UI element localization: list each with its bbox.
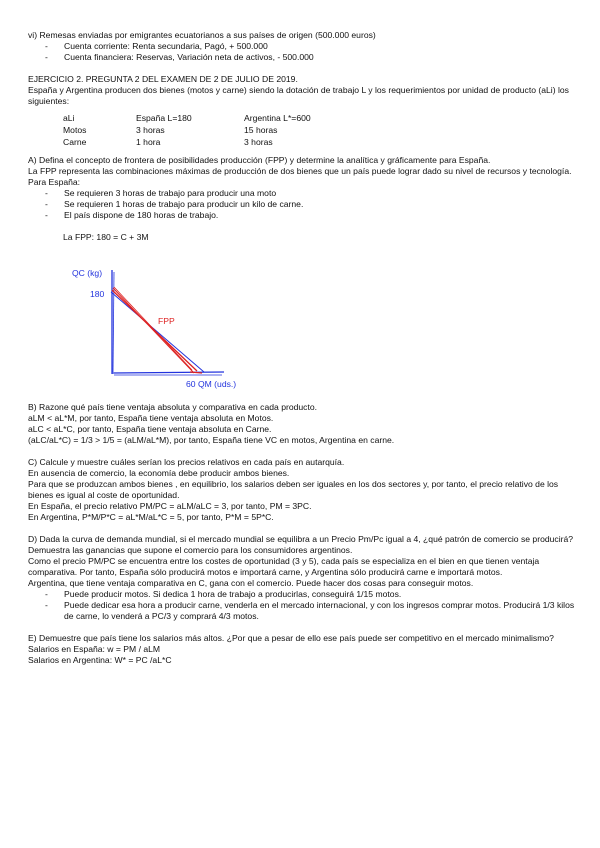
part-c-line: En ausencia de comercio, la economía debe producir ambos bienes.: [28, 468, 290, 478]
part-d-line: Como el precio PM/PC se encuentra entre los costes de oportunidad (3 y 5), cada país se especializa en el bien en que tienen ventaja comparativa. Por tanto, España sólo producirá motos e importará carne, y Argentina sólo producirá carne e importará motos.: [28, 556, 540, 577]
table-cell: 3 horas: [244, 137, 273, 147]
table-row: [63, 137, 364, 149]
part-b-line: (aLC/aL*C) = 1/3 > 1/5 = (aLM/aL*M), por tanto, España tiene VC en motos, Argentina en carne.: [28, 435, 395, 445]
x-intercept-label: 60 QM (uds.): [186, 379, 237, 389]
exercise-title: EJERCICIO 2. PREGUNTA 2 DEL EXAMEN DE 2 DE JULIO DE 2019.: [28, 74, 298, 84]
y-axis-label: QC (kg): [72, 268, 103, 278]
list-item: - Se requieren 3 horas de trabajo para producir una moto: [28, 188, 576, 199]
table-cell: España L=180: [136, 113, 192, 123]
part-d-question: D) Dada la curva de demanda mundial, si el mercado mundial se equilibra a un Precio Pm/Pc igual a 4, ¿qué patrón de comercio se producirá? Demuestra las ganancias que supone el comercio para los consumidores argentinos.: [28, 534, 574, 555]
list-item: - El país dispone de 180 horas de trabajo.: [28, 210, 576, 221]
table-cell: 3 horas: [136, 125, 165, 135]
table-cell: Argentina L*=600: [244, 113, 311, 123]
part-e-line: Salarios en España: w = PM / aLM: [28, 644, 161, 654]
fpp-figure: [28, 232, 576, 402]
part-c-line: Para que se produzcan ambos bienes , en equilibrio, los salarios deben ser iguales en los dos sectores y, por tanto, el precio relativo de los bienes es igual al coste de oportunidad.: [28, 479, 559, 500]
list-item: - Puede dedicar esa hora a producir carne, venderla en el mercado internacional, y con los ingresos comprar motos. Producirá 1/3 kilos de carne, lo venderá a PC/3 y comprará 4/3 motos.: [28, 600, 576, 622]
list-item: - Se requieren 1 horas de trabajo para producir un kilo de carne.: [28, 199, 576, 210]
list-item: - Cuenta financiera: Reservas, Variación neta de activos, - 500.000: [28, 52, 576, 63]
table-row: [63, 125, 364, 137]
part-c-line: En España, el precio relativo PM/PC = aLM/aLC = 3, por tanto, PM = 3PC.: [28, 501, 312, 511]
part-c-question: C) Calcule y muestre cuáles serían los precios relativos en cada país en autarquía.: [28, 457, 345, 467]
table-cell: 1 hora: [136, 137, 161, 147]
fpp-curve-label: FPP: [158, 316, 175, 326]
table-cell: Carne: [63, 137, 87, 147]
exercise-statement: España y Argentina producen dos bienes (motos y carne) siendo la dotación de trabajo L y los requerimientos por unidad de producto (aLi) los siguientes:: [28, 85, 569, 106]
table-cell: aLi: [63, 113, 75, 123]
remesas-line: vi) Remesas enviadas por emigrantes ecuatorianos a sus países de origen (500.000 euros): [28, 30, 376, 40]
y-intercept-label: 180: [90, 289, 105, 299]
part-e-question: E) Demuestre que país tiene los salarios más altos. ¿Por que a pesar de ello ese país puede ser competitivo en el mercado minimalismo?: [28, 633, 554, 643]
part-b-question: B) Razone qué país tiene ventaja absoluta y comparativa en cada producto.: [28, 402, 318, 412]
fpp-equation: La FPP: 180 = C + 3M: [63, 232, 149, 242]
part-c-line: En Argentina, P*M/P*C = aL*M/aL*C = 5, por tanto, P*M = 5P*C.: [28, 512, 274, 522]
table-cell: 15 horas: [244, 125, 278, 135]
para-espana-label: Para España:: [28, 177, 81, 187]
document-page: [28, 30, 576, 666]
x-axis: [112, 372, 224, 373]
list-item: - Cuenta corriente: Renta secundaria, Pagó, + 500.000: [28, 41, 576, 52]
part-b-line: aLC < aL*C, por tanto, España tiene ventaja absoluta en Carne.: [28, 424, 272, 434]
fpp-definition: La FPP representa las combinaciones máximas de producción de dos bienes que un país puede lograr dado su nivel de recursos y tecnología.: [28, 166, 572, 176]
table-cell: Motos: [63, 125, 87, 135]
part-b-line: aLM < aL*M, por tanto, España tiene ventaja absoluta en Motos.: [28, 413, 274, 423]
part-e-line: Salarios en Argentina: W* = PC /aL*C: [28, 655, 172, 665]
fpp-graph: [64, 252, 284, 402]
part-a-question: A) Defina el concepto de frontera de posibilidades producción (FPP) y determine la analítica y gráficamente para España.: [28, 155, 491, 165]
requirements-table: [63, 113, 364, 149]
list-item: - Puede producir motos. Si dedica 1 hora de trabajo a producirlas, conseguirá 1/15 motos.: [28, 589, 576, 600]
part-d-line: Argentina, que tiene ventaja comparativa en C, gana con el comercio. Puede hacer dos cosas para conseguir motos.: [28, 578, 474, 588]
table-header-row: [63, 113, 364, 125]
